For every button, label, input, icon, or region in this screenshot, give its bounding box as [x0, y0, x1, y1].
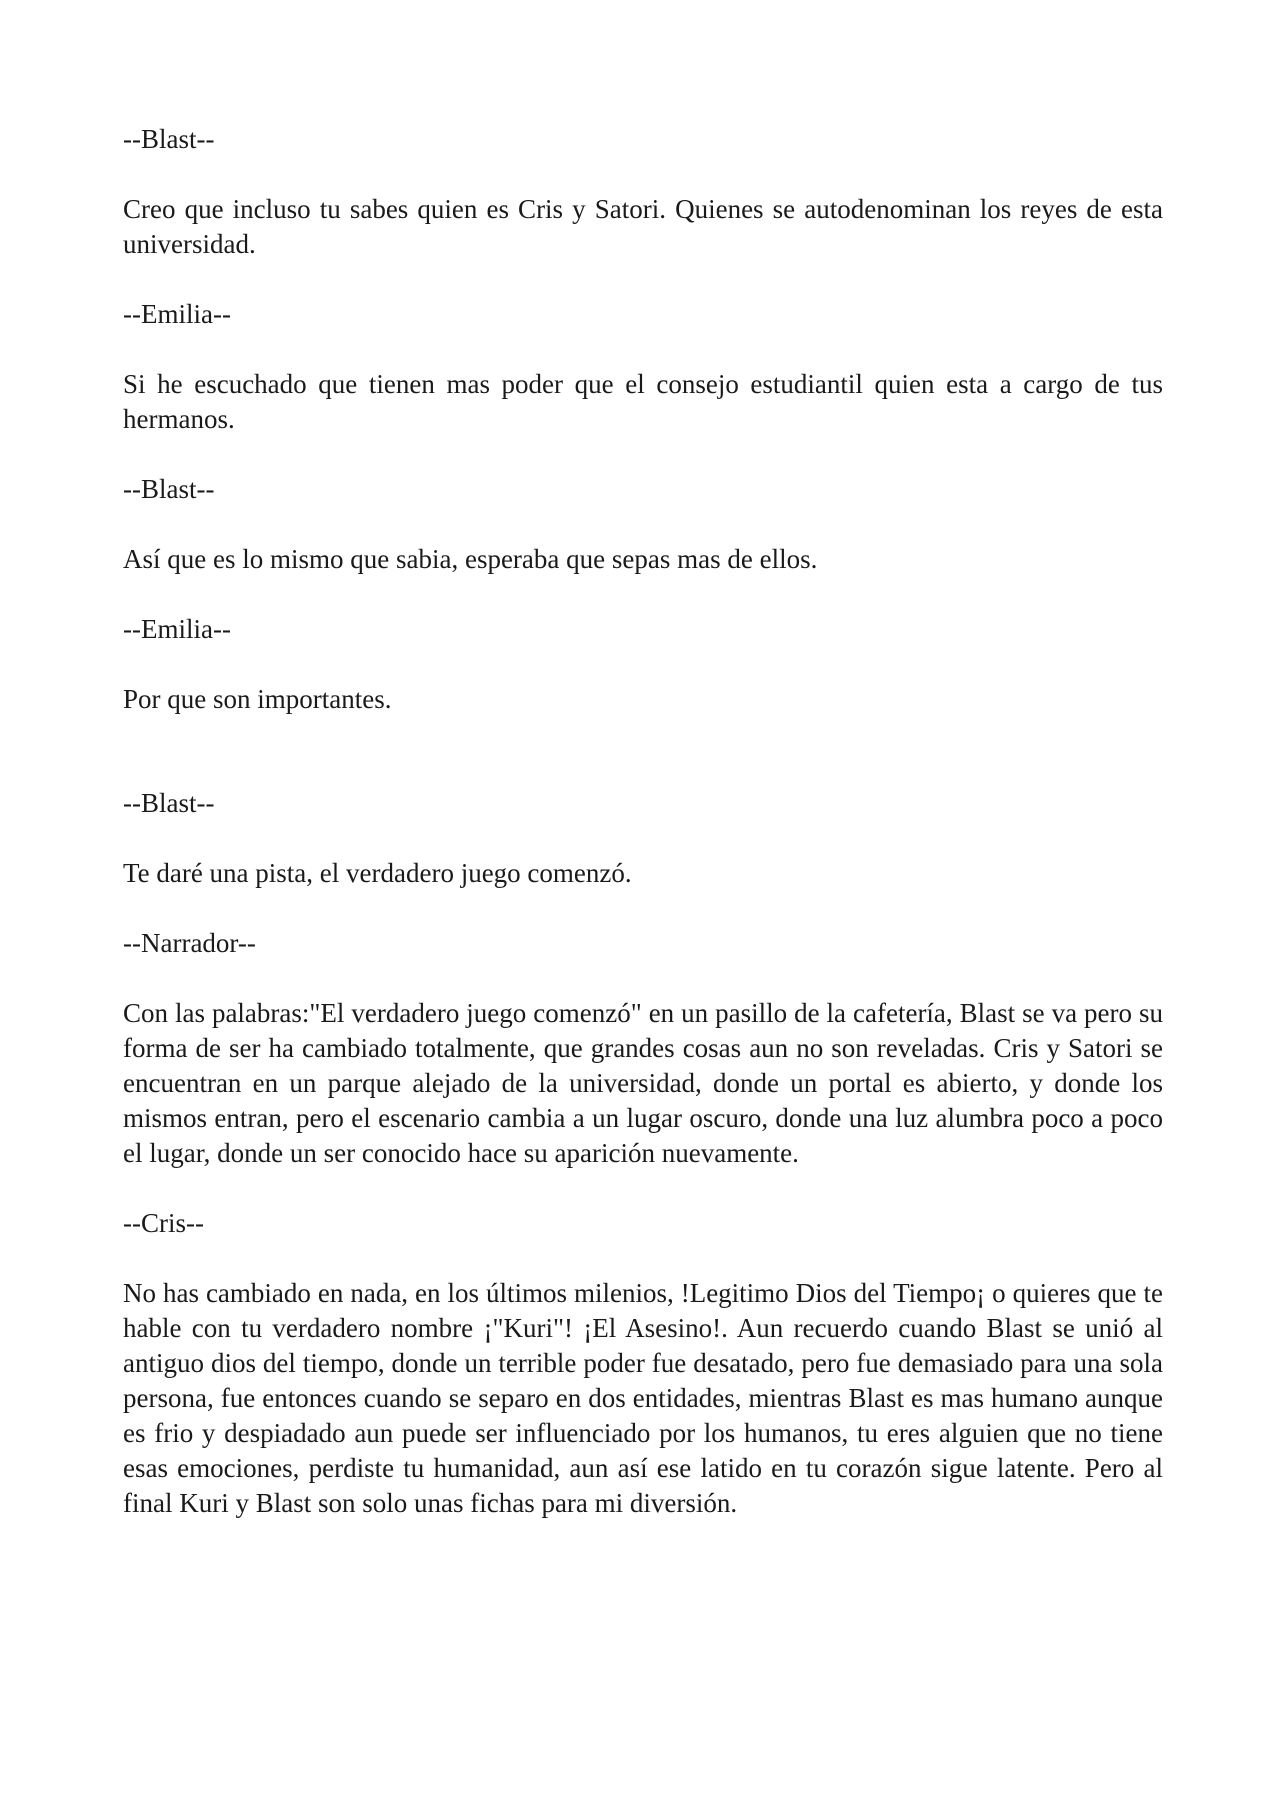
dialogue-paragraph: Así que es lo mismo que sabia, esperaba que sepas mas de ellos. — [123, 544, 818, 574]
speaker-label: --Emilia-- — [123, 614, 231, 644]
dialogue-paragraph: Por que son importantes. — [123, 684, 392, 714]
speaker-label: --Emilia-- — [123, 299, 231, 329]
speaker-label: --Blast-- — [123, 474, 215, 504]
speaker-label: --Narrador-- — [123, 928, 256, 958]
dialogue-paragraph: No has cambiado en nada, en los últimos milenios, !Legitimo Dios del Tiempo¡ o quieres que te hable con tu verdadero nombre ¡"Kuri"! ¡El Asesino!. Aun recuerdo cuando Blast se unió al antiguo dios del tiempo, donde un terrible poder fue desatado, pero fue demasiado para una sola persona, fue entonces cuando se separo en dos entidades, mientras Blast es mas humano aunque es frio y despiadado aun puede ser influenciado por los humanos, tu eres alguien que no tiene esas emociones, perdiste tu humanidad, aun así ese latido en tu corazón sigue latente. Pero al final Kuri y Blast son solo unas fichas para mi diversión. — [123, 1278, 1163, 1518]
document-page — [123, 122, 1163, 1556]
dialogue-paragraph: Creo que incluso tu sabes quien es Cris y Satori. Quienes se autodenominan los reyes de esta universidad. — [123, 194, 1163, 259]
speaker-label: --Blast-- — [123, 788, 215, 818]
speaker-label: --Blast-- — [123, 124, 215, 154]
speaker-label: --Cris-- — [123, 1208, 204, 1238]
dialogue-paragraph: Si he escuchado que tienen mas poder que el consejo estudiantil quien esta a cargo de tus hermanos. — [123, 369, 1163, 434]
narration-paragraph: Con las palabras:"El verdadero juego comenzó" en un pasillo de la cafetería, Blast se va pero su forma de ser ha cambiado totalmente, que grandes cosas aun no son reveladas. Cris y Satori se encuentran en un parque alejado de la universidad, donde un portal es abierto, y donde los mismos entran, pero el escenario cambia a un lugar oscuro, donde una luz alumbra poco a poco el lugar, donde un ser conocido hace su aparición nuevamente. — [123, 998, 1163, 1168]
dialogue-paragraph: Te daré una pista, el verdadero juego comenzó. — [123, 858, 632, 888]
